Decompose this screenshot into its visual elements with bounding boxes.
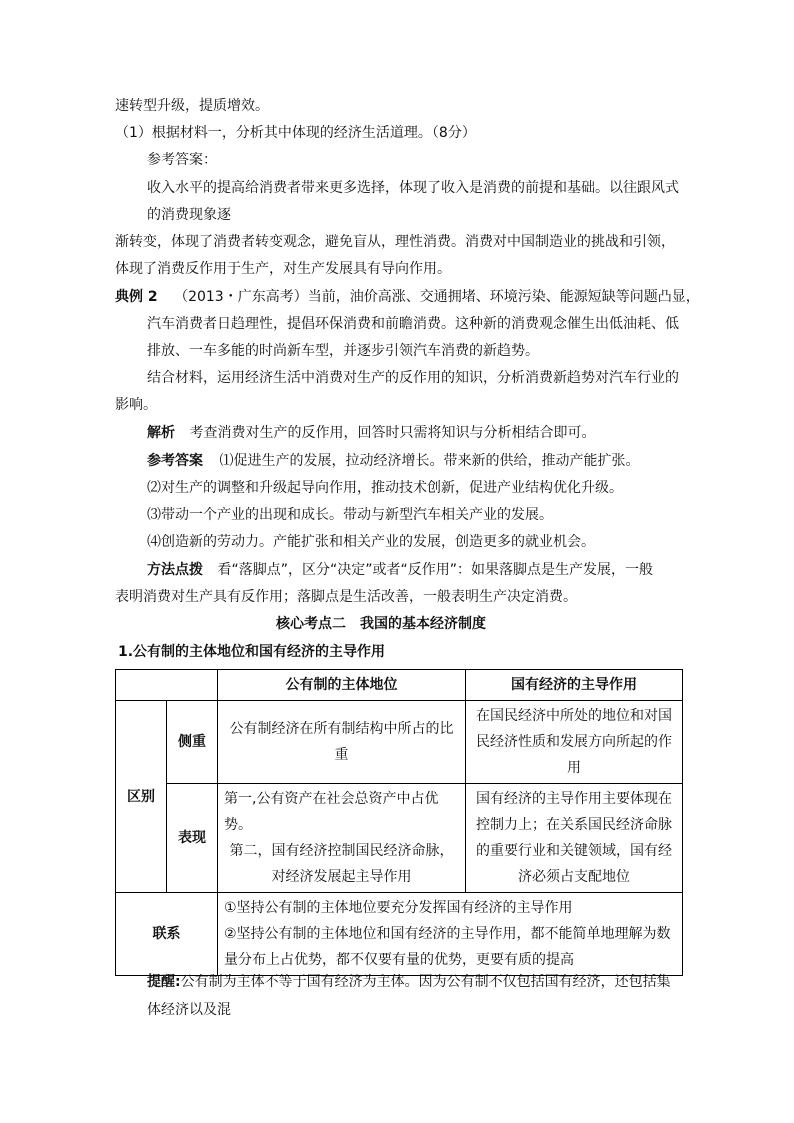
row-group-difference: 区别 xyxy=(116,701,167,893)
answer-line2: 的消费现象逐 xyxy=(147,207,231,223)
performance-state-economy: 国有经济的主导作用主要体现在控制力上；在关系国民经济命脉的重要行业和关键领域，国有经济必须占支配地位 xyxy=(466,784,683,893)
header-state-economy: 国有经济的主导作用 xyxy=(466,670,683,701)
method-line2: 表明消费对生产具有反作用；落脚点是生活改善，一般表明生产决定消费。 xyxy=(115,589,577,605)
connection-content xyxy=(218,893,683,976)
analysis-text: 考查消费对生产的反作用，回答时只需将知识与分析相结合即可。 xyxy=(189,425,596,441)
answer-line1: 收入水平的提高给消费者带来更多选择，体现了收入是消费的前提和基础。以往跟风式 xyxy=(147,180,679,196)
reference-point-4: ⑷创造新的劳动力。产能扩张和相关产业的发展，创造更多的就业机会。 xyxy=(147,534,595,550)
answer-line3: 渐转变，体现了消费者转变观念，避免盲从，理性消费。消费对中国制造业的挑战和引领， xyxy=(115,234,675,250)
header-public-ownership: 公有制的主体地位 xyxy=(218,670,466,701)
connection-point-1: ①坚持公有制的主体地位要充分发挥国有经济的主导作用 xyxy=(224,900,573,916)
tip-line1 xyxy=(147,972,671,992)
example2-label: 典例 2 xyxy=(115,289,158,305)
example2-line3: 排放、一车多能的时尚新车型，并逐步引领汽车消费的新趋势。 xyxy=(147,343,539,359)
table-row-focus xyxy=(116,701,683,784)
table-row-connection xyxy=(116,893,683,976)
section-title: 核心考点二 我国的基本经济制度 xyxy=(276,616,486,632)
tip-label: 提醒: xyxy=(147,974,181,990)
tip-line2: 体经济以及混 xyxy=(147,1002,231,1018)
performance-public-ownership xyxy=(218,784,466,893)
question-1: （1）根据材料一，分析其中体现的经济生活道理。（8分） xyxy=(115,125,476,141)
row-label-connection: 联系 xyxy=(116,893,218,976)
tip-text1: 公有制为主体不等于国有经济为主体。因为公有制不仅包括国有经济，还包括集 xyxy=(180,974,671,990)
reference-answer-line xyxy=(147,451,639,471)
analysis-line xyxy=(147,423,595,443)
table-row-performance xyxy=(116,784,683,893)
header-empty-cell xyxy=(116,670,218,701)
intro-line1: 速转型升级，提质增效。 xyxy=(115,98,269,114)
example2-line2: 汽车消费者日趋理性，提倡环保消费和前瞻消费。这种新的消费观念催生出低油耗、低 xyxy=(147,316,679,332)
example2-line4: 结合材料，运用经济生活中消费对生产的反作用的知识，分析消费新趋势对汽车行业的 xyxy=(147,370,679,386)
table-header-row xyxy=(116,670,683,701)
focus-public-ownership: 公有制经济在所有制结构中所占的比重 xyxy=(218,701,466,784)
example2-text: （2013・广东高考）当前，油价高涨、交通拥堵、环境污染、能源短缺等问题凸显， xyxy=(174,289,700,305)
example2-line1 xyxy=(115,287,700,307)
section-subtitle: 1.公有制的主体地位和国有经济的主导作用 xyxy=(118,644,386,660)
row-label-performance: 表现 xyxy=(167,784,218,893)
comparison-table xyxy=(115,669,683,976)
performance-point-1: 第一,公有资产在社会总资产中占优势。 xyxy=(224,791,439,833)
analysis-label: 解析 xyxy=(147,425,175,441)
method-label: 方法点拨 xyxy=(147,562,203,578)
answer-label: 参考答案： xyxy=(147,152,217,168)
performance-point-2: 第二，国有经济控制国民经济命脉，对经济发展起主导作用 xyxy=(229,843,454,885)
reference-point-1: ⑴促进生产的发展，拉动经济增长。带来新的供给，推动产能扩张。 xyxy=(219,453,640,469)
method-line1 xyxy=(147,560,653,580)
focus-state-economy: 在国民经济中所处的地位和对国民经济性质和发展方向所起的作用 xyxy=(466,701,683,784)
connection-point-2: ②坚持公有制的主体地位和国有经济的主导作用，都不能简单地理解为数量分布上占优势，都不仅要有量的优势，更要有质的提高 xyxy=(224,926,671,968)
reference-point-2: ⑵对生产的调整和升级起导向作用，推动技术创新，促进产业结构优化升级。 xyxy=(147,480,623,496)
example2-line5: 影响。 xyxy=(115,397,157,413)
method-text1: 看“落脚点”，区分“决定”或者“反作用”：如果落脚点是生产发展，一般 xyxy=(217,562,653,578)
reference-point-3: ⑶带动一个产业的出现和成长。带动与新型汽车相关产业的发展。 xyxy=(147,507,553,523)
row-label-focus: 侧重 xyxy=(167,701,218,784)
answer-line4: 体现了消费反作用于生产，对生产发展具有导向作用。 xyxy=(115,261,451,277)
reference-answer-label: 参考答案 xyxy=(147,453,203,469)
